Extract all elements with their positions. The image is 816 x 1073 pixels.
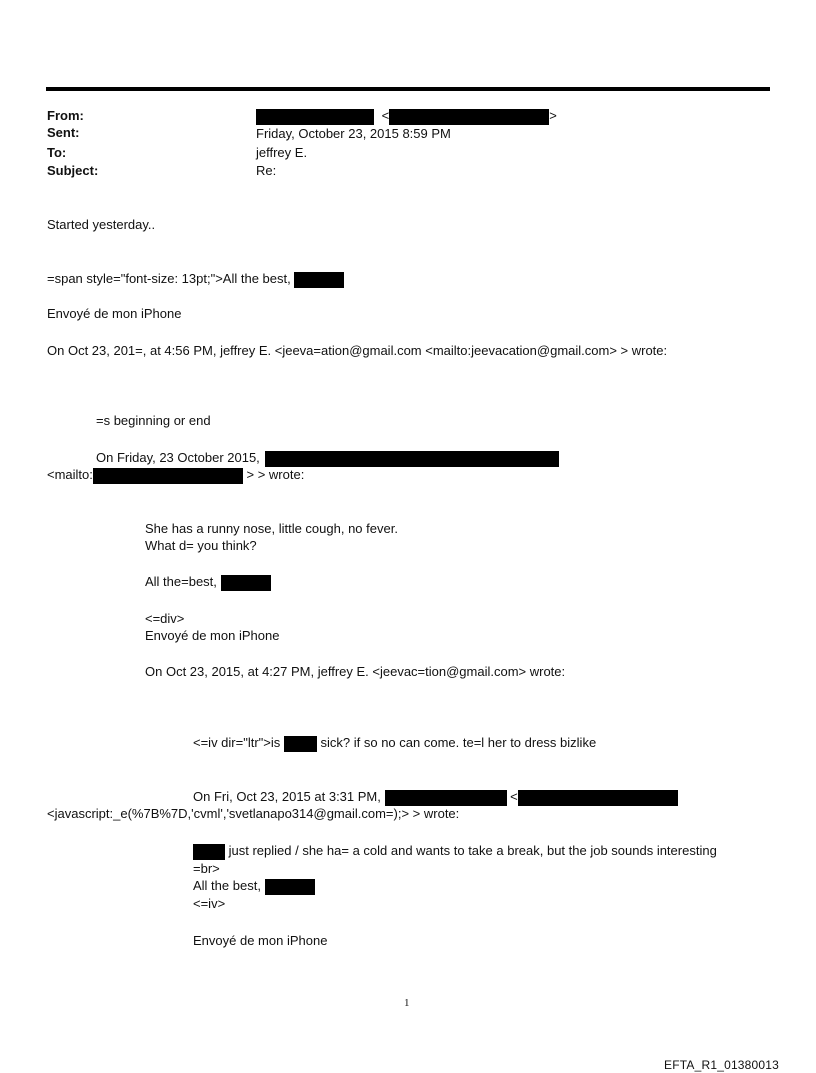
body-line: On Friday, 23 October 2015, (96, 450, 559, 467)
redaction-box (193, 844, 225, 860)
body-line: Envoyé de mon iPhone (193, 933, 328, 948)
header-rule (46, 87, 770, 91)
body-line: What d= you think? (145, 538, 257, 553)
redaction-box (256, 109, 374, 125)
body-line: She has a runny nose, little cough, no fever. (145, 521, 398, 536)
from-value: < > (256, 108, 557, 125)
body-line: <mailto: > > wrote: (47, 467, 305, 482)
body-line: =s beginning or end (96, 413, 211, 428)
body-line: <javascript:_e(%7B%7D,'cvml','svetlanapo314@gmail.com=);> > wrote: (47, 806, 460, 821)
body-line: =span style="font-size: 13pt;">All the best, (47, 271, 344, 288)
body-line: On Oct 23, 2015, at 4:27 PM, jeffrey E. <jeevac=tion@gmail.com> wrote: (145, 664, 566, 679)
body-line: On Oct 23, 201=, at 4:56 PM, jeffrey E. <jeeva=ation@gmail.com <mailto:jeevacation@gmail.com> > wrote: (47, 343, 668, 358)
body-line: Envoyé de mon iPhone (145, 628, 280, 643)
body-line: All the best, (193, 878, 315, 895)
subject-label: Subject: (47, 163, 99, 178)
redaction-box (389, 109, 549, 125)
redaction-box (518, 790, 678, 806)
page-number: 1 (404, 997, 410, 1009)
body-line: <=iv dir="ltr">is sick? if so no can come. te=l her to dress bizlike (193, 735, 597, 750)
body-line: <=div> (145, 611, 185, 626)
to-value: jeffrey E. (256, 145, 308, 160)
from-label: From: (47, 108, 84, 123)
document-id: EFTA_R1_01380013 (664, 1058, 780, 1072)
sent-value: Friday, October 23, 2015 8:59 PM (256, 126, 451, 141)
redaction-box (294, 272, 344, 288)
body-line: =br> (193, 861, 220, 876)
redaction-box (385, 790, 507, 806)
to-label: To: (47, 145, 67, 160)
redaction-box (93, 468, 243, 484)
body-line: <=iv> (193, 896, 226, 911)
body-line: just replied / she ha= a cold and wants to take a break, but the job sounds interesting (193, 843, 717, 860)
redaction-box (221, 575, 271, 591)
subject-value: Re: (256, 163, 277, 178)
redaction-box (265, 879, 315, 895)
redaction-box (265, 451, 559, 467)
body-line: All the=best, (145, 574, 271, 591)
body-line: On Fri, Oct 23, 2015 at 3:31 PM, < (193, 789, 678, 806)
redaction-box (284, 736, 317, 752)
sent-label: Sent: (47, 125, 80, 140)
body-line: Started yesterday.. (47, 217, 156, 232)
body-line: Envoyé de mon iPhone (47, 306, 182, 321)
